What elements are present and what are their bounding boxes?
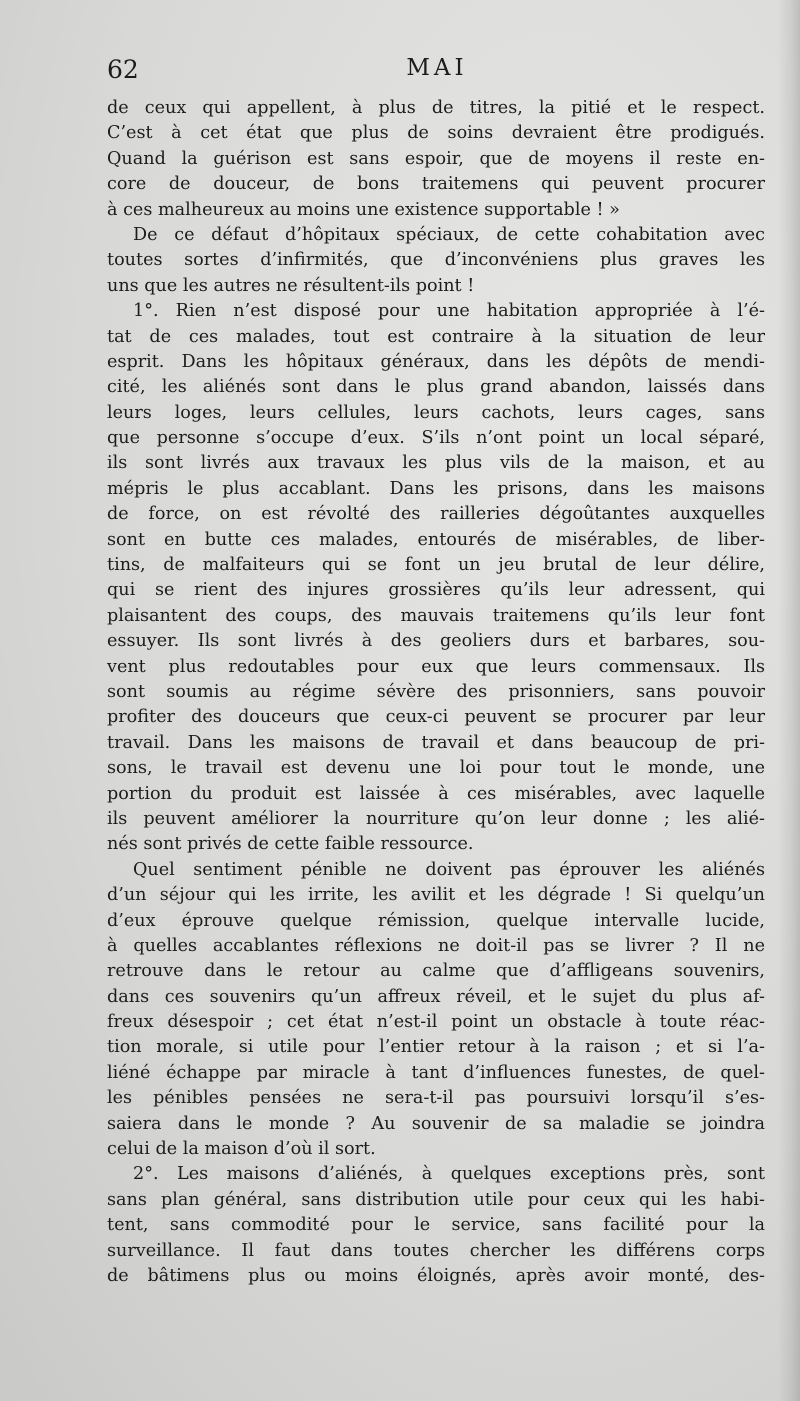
text-line: tins, de malfaiteurs qui se font un jeu brutal de leur délire, (107, 555, 765, 576)
text-line: core de douceur, de bons traitemens qui peuvent procurer (107, 174, 765, 195)
text-line: de force, on est révolté des railleries dégoûtantes auxquelles (107, 504, 765, 525)
text-line: tent, sans commodité pour le service, sans facilité pour la (107, 1215, 765, 1236)
page-header (107, 55, 767, 95)
text-line: travail. Dans les maisons de travail et dans beaucoup de pri- (107, 732, 765, 753)
text-line: celui de la maison d’où il sort. (107, 1139, 376, 1160)
text-line: essuyer. Ils sont livrés à des geoliers durs et barbares, sou- (107, 631, 765, 652)
text-line: portion du produit est laissée à ces misérables, avec laquelle (107, 783, 765, 804)
text-line: tion morale, si utile pour l’entier retour à la raison ; et si l’a- (107, 1037, 765, 1058)
text-line: que personne s’occupe d’eux. S’ils n’ont point un local séparé, (107, 428, 765, 449)
text-line: Quel sentiment pénible ne doivent pas éprouver les aliénés (133, 859, 765, 880)
text-line: C’est à cet état que plus de soins devraient être prodigués. (107, 123, 765, 144)
text-line: de ceux qui appellent, à plus de titres, la pitié et le respect. (107, 98, 765, 118)
text-line: sans plan général, sans distribution utile pour ceux qui les habi- (107, 1189, 765, 1210)
text-line: profiter des douceurs que ceux-ci peuvent se procurer par leur (107, 707, 765, 728)
page-gutter-shadow (778, 0, 800, 1401)
text-line: de bâtimens plus ou moins éloignés, après avoir monté, des- (107, 1265, 765, 1286)
text-line: cité, les aliénés sont dans le plus grand abandon, laissés dans (107, 377, 765, 398)
text-line: uns que les autres ne résultent-ils point ! (107, 275, 475, 296)
text-line: liéné échappe par miracle à tant d’influences funestes, de quel- (107, 1062, 765, 1083)
text-line: ils sont livrés aux travaux les plus vils de la maison, et au (107, 453, 765, 474)
text-line: retrouve dans le retour au calme que d’affligeans souvenirs, (107, 961, 765, 982)
text-line: d’eux éprouve quelque rémission, quelque intervalle lucide, (107, 910, 765, 931)
text-line: vent plus redoutables pour eux que leurs commensaux. Ils (107, 656, 765, 677)
text-line: plaisantent des coups, des mauvais traitemens qu’ils leur font (107, 605, 765, 626)
text-line: à ces malheureux au moins une existence supportable ! » (107, 199, 620, 220)
text-line: tat de ces malades, tout est contraire à la situation de leur (107, 326, 765, 347)
text-line: 2°. Les maisons d’aliénés, à quelques exceptions près, sont (133, 1164, 765, 1185)
page-number: 62 (107, 55, 139, 84)
body-text (107, 96, 765, 1289)
running-head: MAI (406, 55, 468, 81)
text-line: surveillance. Il faut dans toutes chercher les différens corps (107, 1240, 765, 1261)
text-line: sons, le travail est devenu une loi pour tout le monde, une (107, 758, 765, 779)
text-line: nés sont privés de cette faible ressource. (107, 834, 474, 855)
text-line: à quelles accablantes réflexions ne doit-il pas se livrer ? Il ne (107, 935, 765, 956)
text-line: freux désespoir ; cet état n’est-il point un obstacle à toute réac- (107, 1012, 765, 1033)
text-line: esprit. Dans les hôpitaux généraux, dans les dépôts de mendi- (107, 351, 765, 372)
text-line: saiera dans le monde ? Au souvenir de sa maladie se joindra (107, 1113, 765, 1134)
text-line: Quand la guérison est sans espoir, que de moyens il reste en- (107, 148, 765, 169)
text-line: toutes sortes d’infirmités, que d’inconvéniens plus graves les (107, 250, 765, 271)
text-line: qui se rient des injures grossières qu’ils leur adressent, qui (107, 580, 765, 601)
text-line: leurs loges, leurs cellules, leurs cachots, leurs cages, sans (107, 402, 765, 423)
text-line: ils peuvent améliorer la nourriture qu’on leur donne ; les alié- (107, 808, 765, 829)
text-line: d’un séjour qui les irrite, les avilit et les dégrade ! Si quelqu’un (107, 885, 765, 906)
text-line: dans ces souvenirs qu’un affreux réveil, et le sujet du plus af- (107, 986, 765, 1007)
text-line: les pénibles pensées ne sera-t-il pas poursuivi lorsqu’il s’es- (107, 1088, 765, 1109)
text-line: 1°. Rien n’est disposé pour une habitation appropriée à l’é- (133, 301, 765, 322)
text-line: De ce défaut d’hôpitaux spéciaux, de cette cohabitation avec (133, 224, 765, 245)
text-line: sont soumis au régime sévère des prisonniers, sans pouvoir (107, 681, 765, 702)
text-line: sont en butte ces malades, entourés de misérables, de liber- (107, 529, 765, 550)
text-line: mépris le plus accablant. Dans les prisons, dans les maisons (107, 478, 765, 499)
